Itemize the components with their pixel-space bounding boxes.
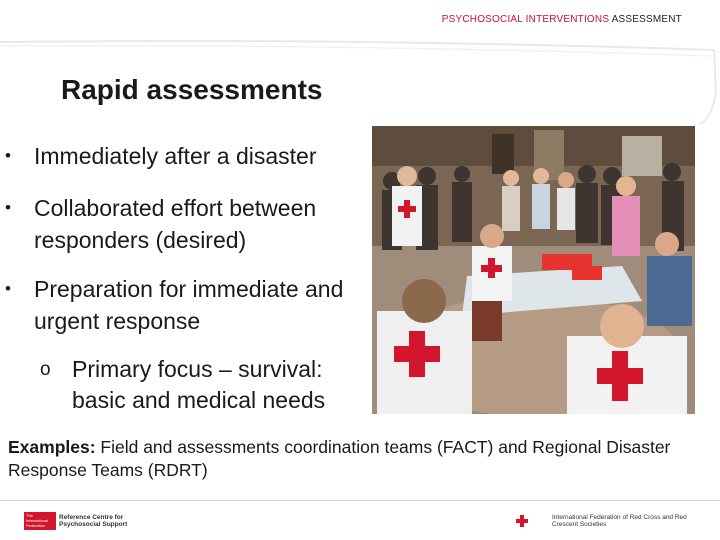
header-label-part2: ASSESSMENT — [609, 14, 682, 25]
examples-label: Examples: — [8, 437, 96, 457]
red-cross-crescent-icon — [515, 513, 549, 529]
bullet-text: Preparation for immediate and urgent response — [34, 276, 344, 334]
list-item — [0, 192, 394, 256]
header-label — [442, 14, 682, 25]
sub-list-item — [0, 354, 370, 416]
sub-bullet-marker: o — [40, 359, 51, 380]
bullet-text: Collaborated effort between responders (desired) — [34, 195, 317, 253]
ifrc-logo — [515, 512, 702, 530]
photo-red-cross-hall — [372, 126, 695, 414]
psychosocial-centre-logo-block: The International Federation — [24, 512, 56, 530]
header-label-part1: PSYCHOSOCIAL INTERVENTIONS — [441, 14, 610, 25]
sub-bullet-text: Primary focus – survival: basic and medical needs — [72, 356, 326, 413]
psychosocial-centre-logo — [24, 512, 149, 530]
list-item — [0, 140, 394, 172]
bullet-text: Immediately after a disaster — [34, 143, 317, 169]
examples-body: Field and assessments coordination teams (FACT) and Regional Disaster Response Teams (RDRT) — [8, 437, 671, 480]
footer-divider — [0, 500, 720, 501]
page-title: Rapid assessments — [61, 74, 323, 105]
bullet-marker: • — [5, 279, 11, 298]
psychosocial-centre-logo-text: Reference Centre for Psychosocial Support — [59, 514, 128, 528]
examples-text — [8, 436, 708, 482]
bullet-marker: • — [5, 146, 11, 165]
list-item — [0, 273, 394, 337]
bullet-marker: • — [5, 198, 11, 217]
ifrc-logo-text: International Federation of Red Cross and Red Crescent Societies — [552, 514, 687, 528]
